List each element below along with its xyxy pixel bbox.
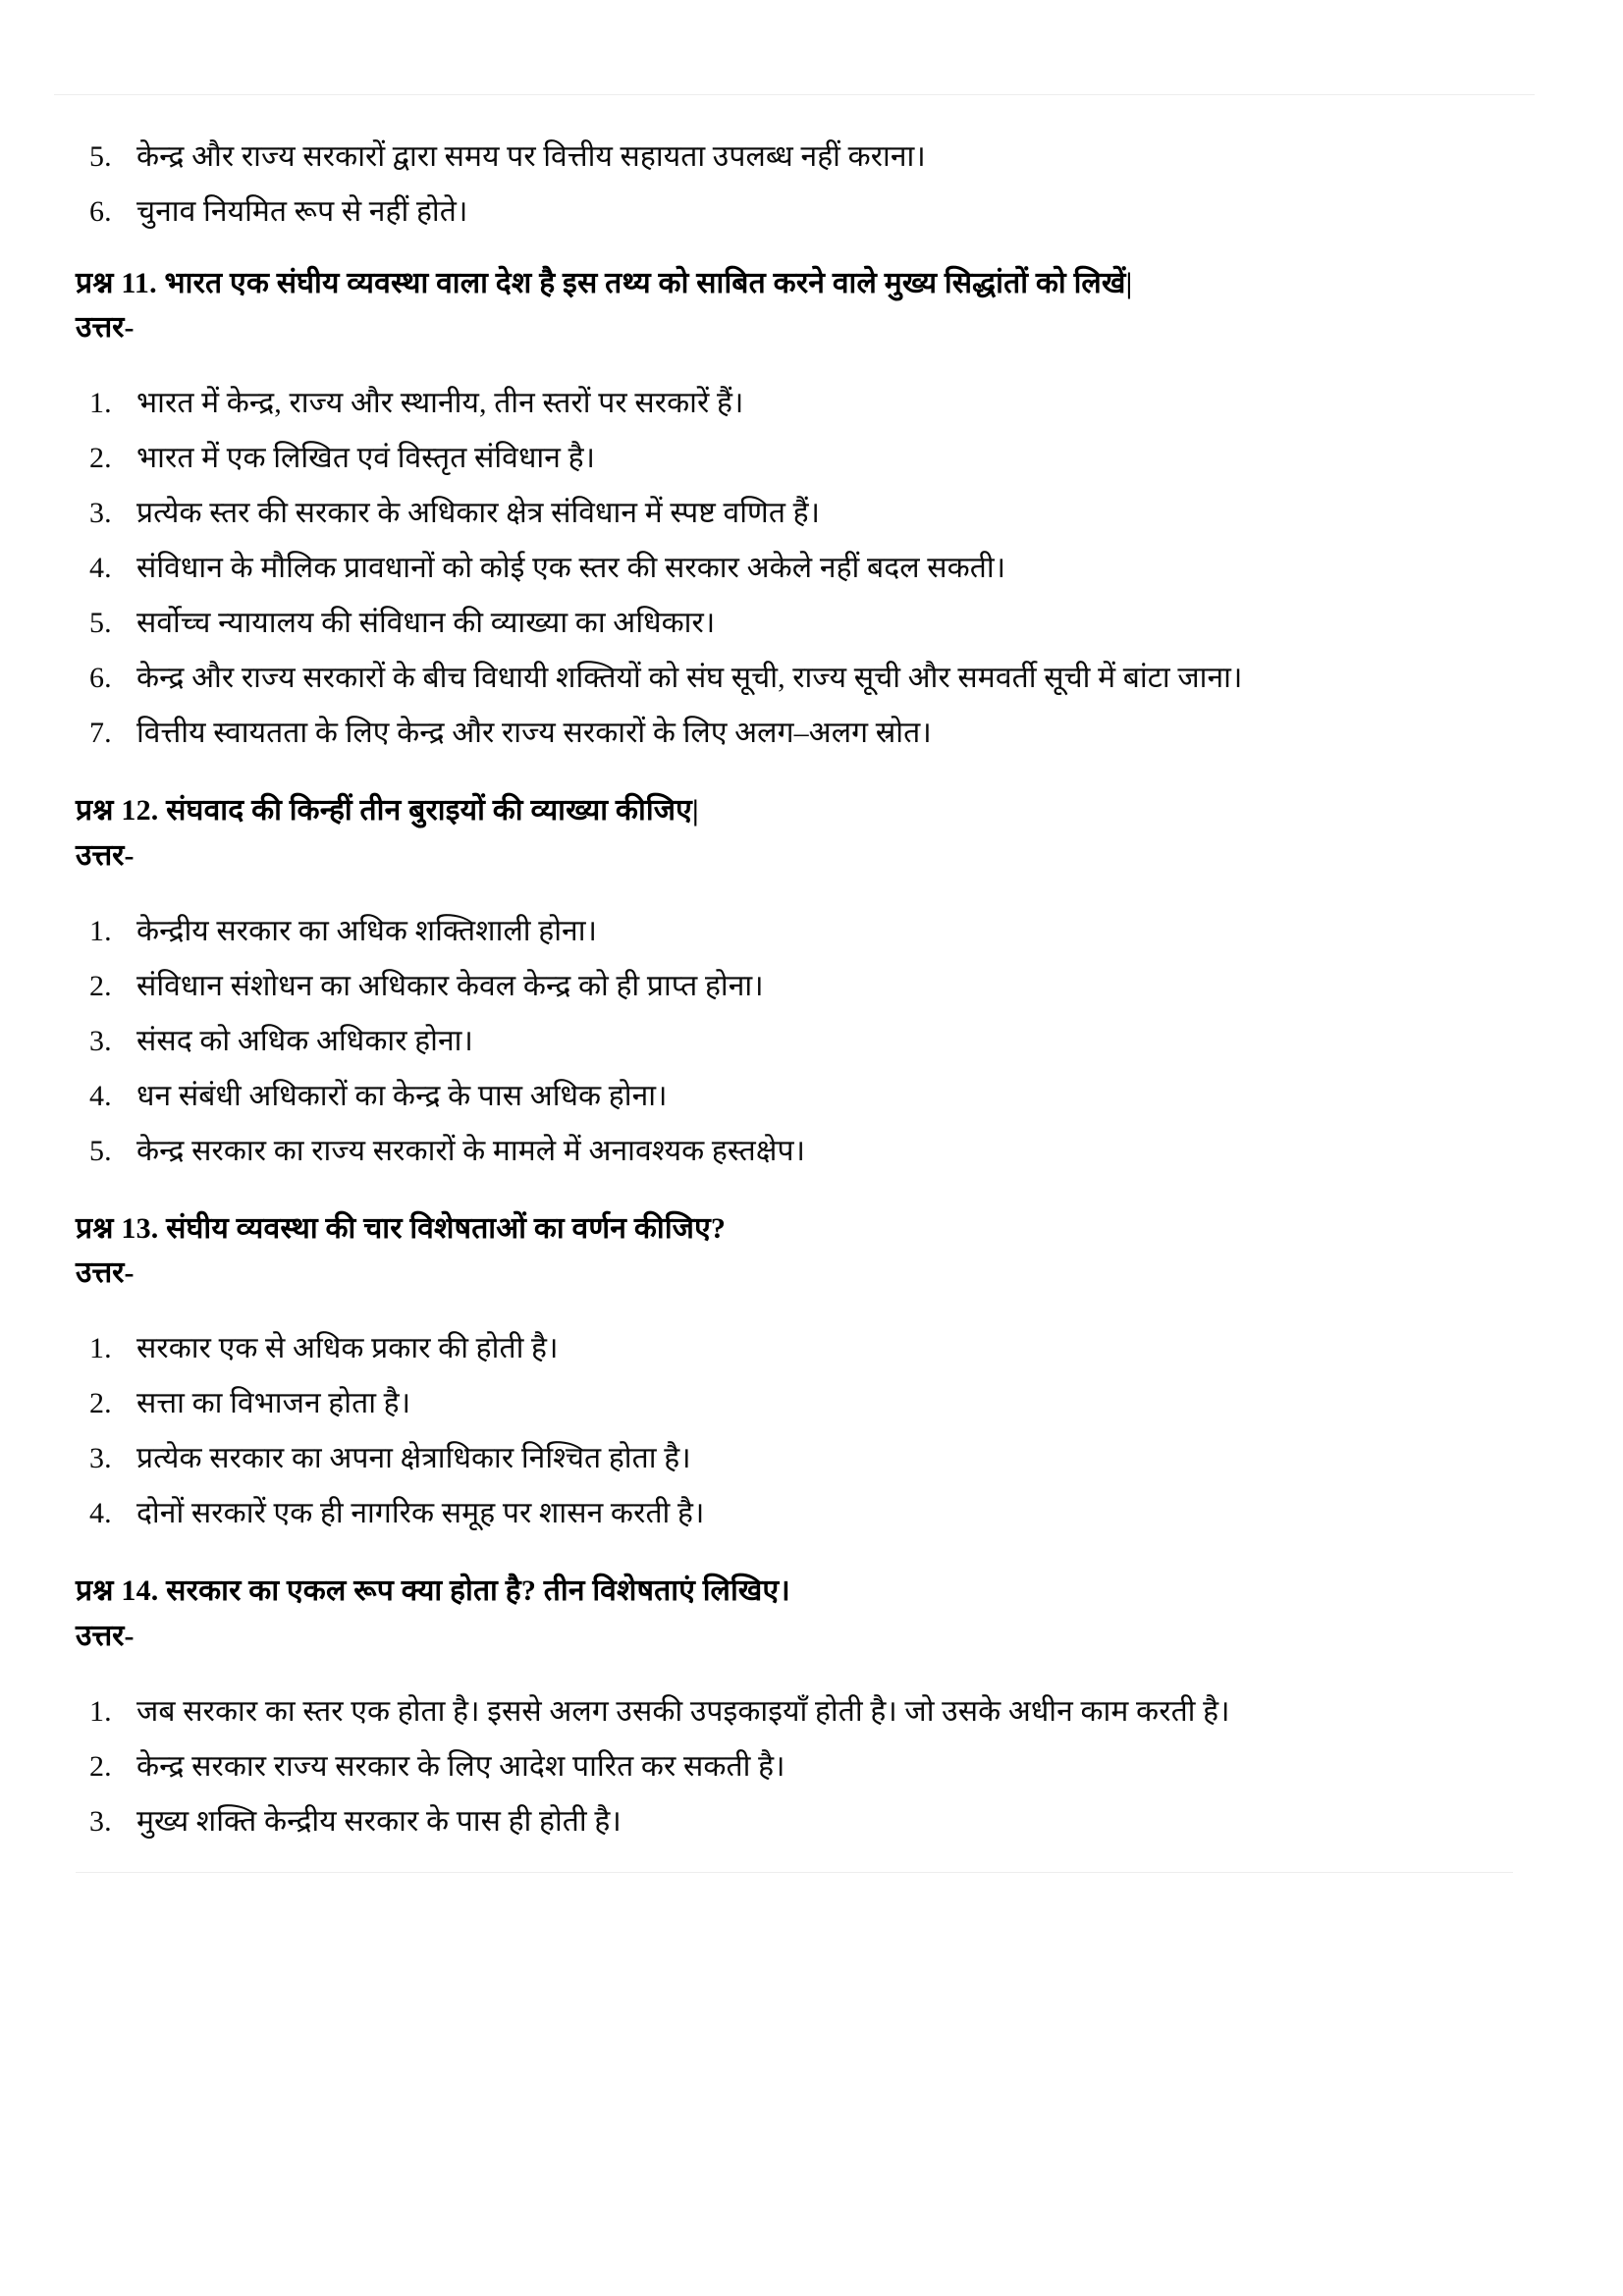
- list-item-number: 2.: [89, 969, 112, 1002]
- list-item: [76, 1334, 1513, 1363]
- list-item: [76, 554, 1513, 583]
- list-item: [76, 914, 1513, 947]
- list-item-text: सर्वोच्च न्यायालय की संविधान की व्याख्या का अधिकार।: [136, 607, 716, 640]
- list-item: [76, 1079, 1513, 1112]
- question-heading: प्रश्न 12. संघवाद की किन्हीं तीन बुराइयों की व्याख्या कीजिए|: [76, 794, 699, 828]
- list-item-text: संसद को अधिक अधिकार होना।: [136, 1024, 473, 1057]
- list-item: [76, 1389, 1513, 1418]
- answer-list-wrap: [76, 914, 1513, 1167]
- list-item: [76, 664, 1513, 693]
- answer-label: उत्तर-: [76, 838, 135, 872]
- list-item-text: जब सरकार का स्तर एक होता है। इससे अलग उसकी उपइकाइयाँ होती है। जो उसके अधीन काम करती है।: [136, 1694, 1230, 1728]
- list-item-text: केन्द्रीय सरकार का अधिक शक्तिशाली होना।: [136, 914, 598, 947]
- list-item: [76, 197, 1513, 227]
- list-item-number: 1.: [89, 1694, 112, 1728]
- list-item: [76, 1749, 1513, 1783]
- answer-list: [76, 389, 1513, 748]
- list-item-text: केन्द्र सरकार का राज्य सरकारों के मामले में अनावश्यक हस्तक्षेप।: [136, 1134, 806, 1167]
- question-block-11: [76, 266, 1513, 748]
- list-item: [76, 609, 1513, 638]
- answer-label: उत्तर-: [76, 1619, 135, 1652]
- question-heading: प्रश्न 11. भारत एक संघीय व्यवस्था वाला देश है इस तथ्य को साबित करने वाले मुख्य सिद्धांतों को लिखें|: [76, 267, 1133, 299]
- list-item-number: 4.: [89, 1079, 112, 1112]
- list-item-text: मुख्य शक्ति केन्द्रीय सरकार के पास ही होती है।: [136, 1804, 622, 1838]
- list-item-text: सरकार एक से अधिक प्रकार की होती है।: [136, 1332, 559, 1365]
- list-item-text: दोनों सरकारें एक ही नागरिक समूह पर शासन करती है।: [136, 1497, 705, 1530]
- list-item-number: 7.: [89, 717, 112, 750]
- list-item-number: 3.: [89, 1442, 112, 1475]
- list-item-text: संविधान संशोधन का अधिकार केवल केन्द्र को ही प्राप्त होना।: [136, 969, 764, 1002]
- list-item-number: 5.: [89, 140, 112, 173]
- list-item-number: 1.: [89, 914, 112, 947]
- list-item-text: संविधान के मौलिक प्रावधानों को कोई एक स्तर की सरकार अकेले नहीं बदल सकती।: [136, 552, 1006, 585]
- list-item-number: 1.: [89, 387, 112, 420]
- list-item-number: 2.: [89, 1387, 112, 1420]
- question-block-13: [76, 1211, 1513, 1528]
- list-item-text: भारत में एक लिखित एवं विस्तृत संविधान है।: [136, 442, 596, 475]
- answer-list-wrap: [76, 1334, 1513, 1528]
- list-item-number: 2.: [89, 1749, 112, 1783]
- question-block-14: [76, 1574, 1513, 1836]
- list-item-text: केन्द्र और राज्य सरकारों द्वारा समय पर वित्तीय सहायता उपलब्ध नहीं कराना।: [136, 140, 926, 173]
- list-item: [76, 1024, 1513, 1057]
- list-item-text: प्रत्येक सरकार का अपना क्षेत्राधिकार निश्चित होता है।: [136, 1442, 691, 1475]
- list-item-text: वित्तीय स्वायतता के लिए केन्द्र और राज्य सरकारों के लिए अलग–अलग स्रोत।: [136, 717, 932, 750]
- bottom-divider: [76, 1872, 1513, 1873]
- question-heading: प्रश्न 13. संघीय व्यवस्था की चार विशेषताओं का वर्णन कीजिए?: [76, 1211, 727, 1245]
- list-item: [76, 1804, 1513, 1838]
- answer-list: [76, 1334, 1513, 1528]
- list-item: [76, 499, 1513, 528]
- list-item-text: भारत में केन्द्र, राज्य और स्थानीय, तीन स्तरों पर सरकारें हैं।: [136, 387, 744, 420]
- answer-list: [76, 914, 1513, 1167]
- question-heading: प्रश्न 14. सरकार का एकल रूप क्या होता है? तीन विशेषताएं लिखिए।: [76, 1575, 790, 1608]
- list-item: [76, 969, 1513, 1002]
- document-body: [54, 95, 1535, 1873]
- list-item-number: 3.: [89, 1804, 112, 1838]
- list-item-number: 3.: [89, 1024, 112, 1057]
- list-item-text: प्रत्येक स्तर की सरकार के अधिकार क्षेत्र संविधान में स्पष्ट वणित हैं।: [136, 497, 821, 530]
- list-item: [76, 1694, 1513, 1728]
- list-item-number: 5.: [89, 607, 112, 640]
- list-item-text: केन्द्र सरकार राज्य सरकार के लिए आदेश पारित कर सकती है।: [136, 1749, 785, 1783]
- list-item: [76, 1134, 1513, 1167]
- answer-label: उत्तर-: [76, 311, 135, 345]
- list-item: [76, 444, 1513, 473]
- list-item: [76, 719, 1513, 748]
- question-block-12: [76, 793, 1513, 1165]
- list-item-number: 6.: [89, 195, 112, 228]
- list-item-number: 6.: [89, 662, 112, 695]
- list-item: [76, 1499, 1513, 1528]
- list-item-text: धन संबंधी अधिकारों का केन्द्र के पास अधिक होना।: [136, 1079, 668, 1112]
- list-item-text: चुनाव नियमित रूप से नहीं होते।: [136, 195, 468, 228]
- answer-list-wrap: [76, 1694, 1513, 1838]
- list-item-number: 4.: [89, 1497, 112, 1530]
- list-item-number: 5.: [89, 1134, 112, 1167]
- list-item-number: 3.: [89, 497, 112, 530]
- list-item-text: सत्ता का विभाजन होता है।: [136, 1387, 411, 1420]
- list-item-number: 2.: [89, 442, 112, 475]
- list-item-number: 4.: [89, 552, 112, 585]
- list-item-number: 1.: [89, 1332, 112, 1365]
- list-item-text: केन्द्र और राज्य सरकारों के बीच विधायी शक्तियों को संघ सूची, राज्य सूची और समवर्ती सूची में बांटा जाना।: [136, 662, 1243, 695]
- continued-list: [76, 142, 1513, 227]
- document-content: [54, 94, 1535, 1873]
- answer-label: उत्तर-: [76, 1256, 135, 1290]
- list-item: [76, 389, 1513, 418]
- list-item: [76, 1444, 1513, 1473]
- list-item: [76, 142, 1513, 172]
- answer-list-wrap: [76, 389, 1513, 748]
- answer-list: [76, 1694, 1513, 1838]
